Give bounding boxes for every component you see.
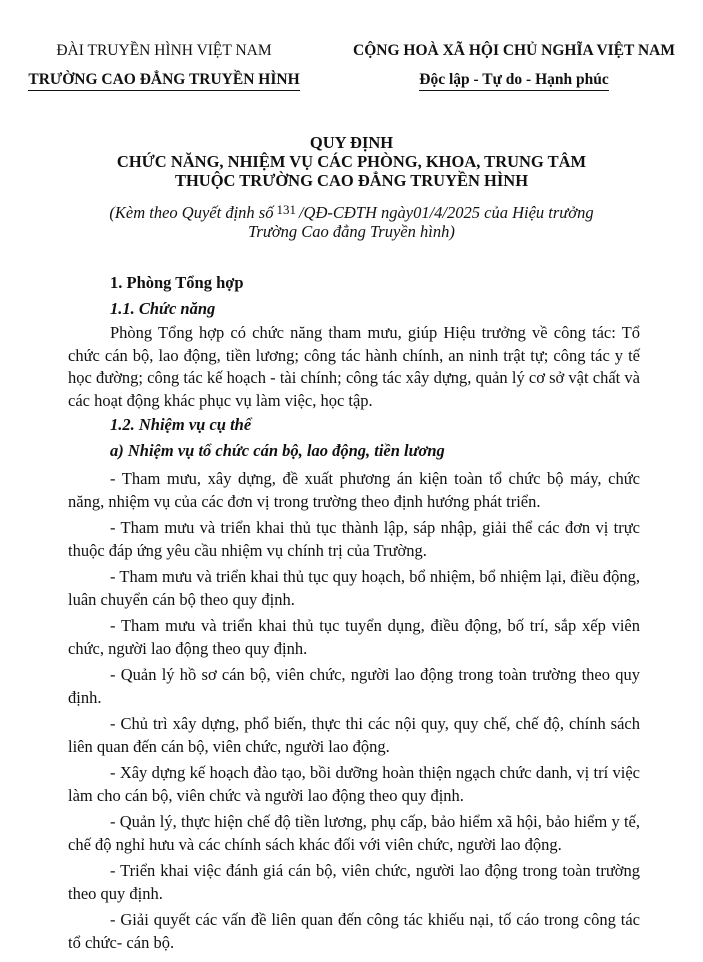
list-item: - Chủ trì xây dựng, phổ biến, thực thi các nội quy, quy chế, chế độ, chính sách liên quan đến cán bộ, viên chức, người lao động. — [68, 714, 640, 756]
list-item: - Triển khai việc đánh giá cán bộ, viên chức, người lao động trong toàn trường theo quy định. — [68, 861, 640, 903]
list-item: - Tham mưu và triển khai thủ tục tuyển dụng, điều động, bố trí, sắp xếp viên chức, người lao động theo quy định. — [68, 616, 640, 658]
list-item: - Giải quyết các vấn đề liên quan đến công tác khiếu nại, tố cáo trong công tác tổ chức- cán bộ. — [68, 910, 640, 952]
parent-organization: ĐÀI TRUYỀN HÌNH VIỆT NAM — [56, 42, 272, 59]
national-header — [334, 40, 694, 91]
list-item: - Tham mưu và triển khai thủ tục thành lập, sáp nhập, giải thể các đơn vị trực thuộc đáp ứng yêu cầu nhiệm vụ chính trị của Trường. — [68, 518, 640, 560]
list-item: - Quản lý hồ sơ cán bộ, viên chức, người lao động trong toàn trường theo quy định. — [68, 665, 640, 707]
school-name: TRƯỜNG CAO ĐẲNG TRUYỀN HÌNH — [14, 69, 314, 91]
list-item: - Xây dựng kế hoạch đào tạo, bồi dưỡng hoàn thiện ngạch chức danh, vị trí việc làm cho cán bộ, viên chức và người lao động theo quy định. — [68, 763, 640, 805]
section-heading: 1. Phòng Tổng hợp — [110, 273, 244, 292]
national-motto: Độc lập - Tự do - Hạnh phúc — [334, 69, 694, 91]
paragraph: Phòng Tổng hợp có chức năng tham mưu, giúp Hiệu trưởng về công tác: Tổ chức cán bộ, lao động, tiền lương; công tác hành chính, an ninh trật tự; công tác y tế học đường; công tác kế hoạch - tài chính; công tác xây dựng, quản lý cơ sở vật chất và các hoạt động khác phục vụ làm việc, học tập. — [68, 323, 640, 410]
organization-header — [14, 40, 314, 91]
subsection-heading: a) Nhiệm vụ tổ chức cán bộ, lao động, tiền lương — [110, 441, 445, 460]
decision-number: 131 — [276, 202, 296, 217]
document-title: QUY ĐỊNH — [309, 133, 394, 152]
list-item: - Tham mưu và triển khai thủ tục quy hoạch, bổ nhiệm, bổ nhiệm lại, điều động, luân chuyển cán bộ theo quy định. — [68, 567, 640, 609]
subsection-heading: 1.2. Nhiệm vụ cụ thể — [110, 415, 252, 434]
list-item: - Quản lý, thực hiện chế độ tiền lương, phụ cấp, bảo hiểm xã hội, bảo hiểm y tế, chế độ nghỉ hưu và các chính sách khác đối với viên chức, người lao động. — [68, 812, 640, 854]
subsection-heading: 1.1. Chức năng — [110, 299, 216, 318]
document-title-line2: CHỨC NĂNG, NHIỆM VỤ CÁC PHÒNG, KHOA, TRUNG TÂM — [116, 152, 587, 171]
document-body — [68, 270, 640, 958]
list-item: - Tham mưu, xây dựng, đề xuất phương án kiện toàn tổ chức bộ máy, chức năng, nhiệm vụ của các đơn vị trong trường theo định hướng phát triển. — [68, 469, 640, 511]
document-subtitle-line2: Trường Cao đẳng Truyền hình) — [248, 222, 455, 241]
document-title-line3: THUỘC TRƯỜNG CAO ĐẲNG TRUYỀN HÌNH — [174, 171, 529, 190]
country-name: CỘNG HOÀ XÃ HỘI CHỦ NGHĨA VIỆT NAM — [353, 42, 675, 59]
document-subtitle: (Kèm theo Quyết định số $^{131}$ /QĐ-CĐTH ngày01/4/2025 của Hiệu trưởng — [109, 202, 594, 222]
